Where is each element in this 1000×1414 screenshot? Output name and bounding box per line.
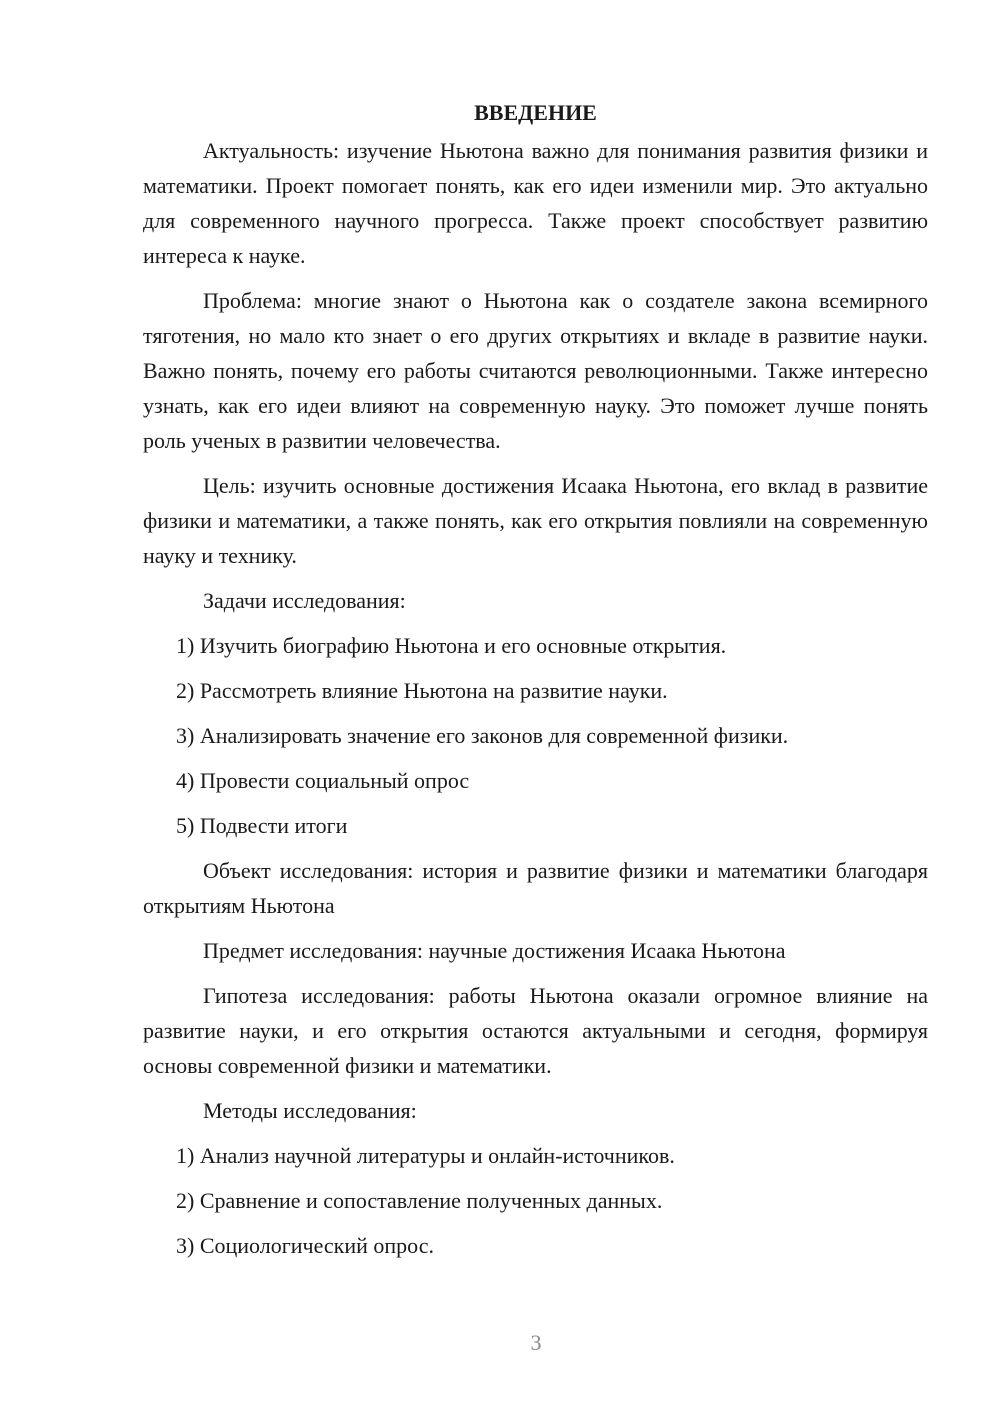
tasks-heading: Задачи исследования: [203, 588, 406, 613]
hypothesis-paragraph: Гипотеза исследования: работы Ньютона оказали огромное влияние на развитие науки, и его открытия остаются актуальными и сегодня, формируя основы современной физики и математики. [143, 983, 928, 1078]
object-paragraph: Объект исследования: история и развитие физики и математики благодаря открытиям Ньютона [143, 858, 928, 918]
task-item: 1) Изучить биографию Ньютона и его основные открытия. [176, 633, 727, 658]
subject-paragraph: Предмет исследования: научные достижения Исаака Ньютона [203, 938, 786, 963]
goal-paragraph: Цель: изучить основные достижения Исаака Ньютона, его вклад в развитие физики и математики, а также понять, как его открытия повлияли на современную науку и технику. [143, 473, 928, 568]
methods-list [143, 1138, 928, 1263]
page-title: ВВЕДЕНИЕ [474, 100, 597, 125]
methods-heading: Методы исследования: [203, 1098, 417, 1123]
task-item: 3) Анализировать значение его законов для современной физики. [176, 723, 789, 748]
task-item: 2) Рассмотреть влияние Ньютона на развитие науки. [176, 678, 668, 703]
relevance-paragraph: Актуальность: изучение Ньютона важно для понимания развития физики и математики. Проект помогает понять, как его идеи изменили мир. Это актуально для современного научного прогресса. Также проект способствует развитию интереса к науке. [143, 138, 928, 268]
task-item: 5) Подвести итоги [176, 813, 348, 838]
document-page [143, 95, 928, 1273]
problem-paragraph: Проблема: многие знают о Ньютона как о создателе закона всемирного тяготения, но мало кто знает о его других открытиях и вкладе в развитие науки. Важно понять, почему его работы считаются революционными. Также интересно узнать, как его идеи влияют на современную науку. Это поможет лучше понять роль ученых в развитии человечества. [143, 288, 928, 453]
tasks-list [143, 628, 928, 843]
method-item: 1) Анализ научной литературы и онлайн-источников. [176, 1143, 675, 1168]
method-item: 2) Сравнение и сопоставление полученных данных. [176, 1188, 663, 1213]
page-number: 3 [530, 1330, 542, 1355]
method-item: 3) Социологический опрос. [176, 1233, 434, 1258]
task-item: 4) Провести социальный опрос [176, 768, 470, 793]
